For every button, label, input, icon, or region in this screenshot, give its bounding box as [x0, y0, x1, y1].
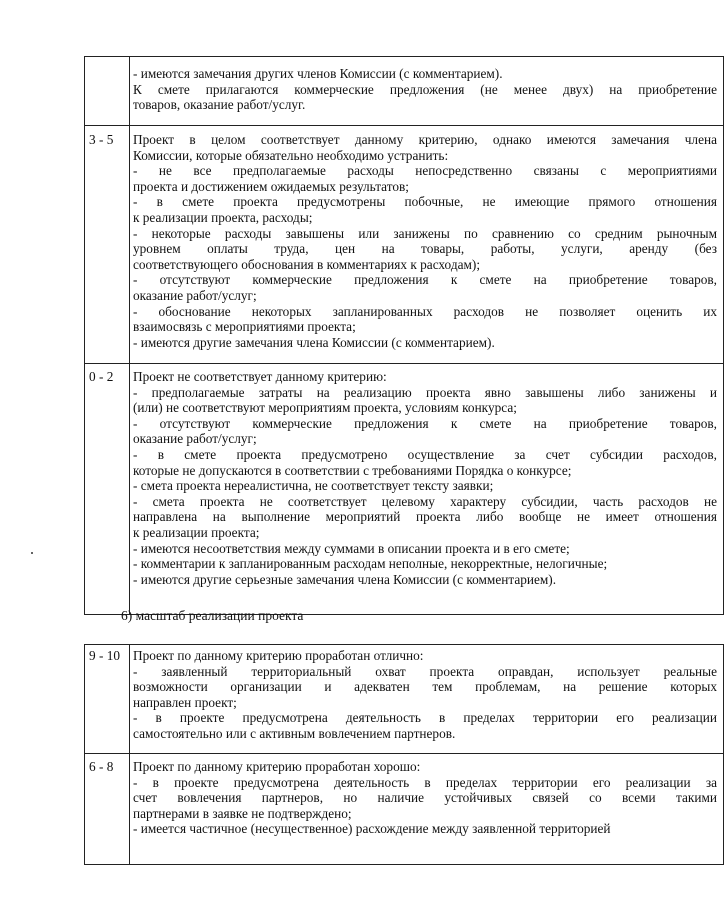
table-row [85, 364, 724, 615]
score-cell: 3 - 5 [85, 126, 130, 364]
text-line: - комментарии к запланированным расходам неполные, некорректные, нелогичные; [133, 556, 608, 572]
score-cell [85, 57, 130, 126]
text-line: К смете прилагаются коммерческие предложения (не менее двух) на приобретение [133, 81, 717, 97]
text-line: (или) не соответствуют мероприятиям проекта, условиям конкурса; [133, 400, 517, 416]
text-line: - отсутствуют коммерческие предложения к смете на приобретение товаров, [133, 272, 717, 288]
score-cell: 6 - 8 [85, 754, 130, 865]
criteria-table-scale [84, 644, 724, 865]
section-heading: 6) масштаб реализации проекта [121, 608, 304, 623]
text-line: - не все предполагаемые расходы непосредственно связаны с мероприятиями [133, 163, 717, 179]
criteria-table-budget [84, 56, 724, 615]
text-line: оказание работ/услуг; [133, 431, 257, 447]
table-row [85, 57, 724, 126]
text-line: - некоторые расходы завышены или занижены по сравнению со средним рыночным [133, 225, 717, 241]
text-line: самостоятельно или с активным вовлечением партнеров. [133, 725, 456, 741]
text-line: - смета проекта не соответствует целевому характеру субсидии, часть расходов не [133, 493, 717, 509]
text-line: - в проекте предусмотрена деятельность в пределах территории его реализации [133, 710, 717, 726]
description-cell [130, 754, 724, 865]
text-line: проекта и достижением ожидаемых результатов; [133, 178, 410, 194]
text-line: - в смете проекта предусмотрено осуществление за счет субсидии расходов, [133, 446, 717, 462]
table-row [85, 126, 724, 364]
scan-speck [31, 552, 33, 554]
text-line: уровнем оплаты труда, цен на товары, работы, услуги, аренду (без [133, 241, 717, 257]
text-line: - в смете проекта предусмотрены побочные, не имеющие прямого отношения [133, 194, 717, 210]
text-line: - имеются другие замечания члена Комиссии (с комментарием). [133, 334, 495, 350]
text-line: которые не допускаются в соответствии с требованиями Порядка о конкурсе; [133, 462, 572, 478]
description-cell [130, 364, 724, 615]
text-line: к реализации проекта; [133, 524, 260, 540]
text-line: - заявленный территориальный охват проекта оправдан, использует реальные [133, 663, 717, 679]
text-line: Проект в целом соответствует данному критерию, однако имеются замечания члена [133, 132, 717, 147]
score-cell: 9 - 10 [85, 645, 130, 754]
text-line: к реализации проекта, расходы; [133, 209, 313, 225]
text-line: Проект по данному критерию проработан отлично: [133, 648, 424, 663]
text-line: Проект по данному критерию проработан хорошо: [133, 759, 421, 774]
text-line: - имеются другие серьезные замечания члена Комиссии (с комментарием). [133, 571, 557, 587]
text-line: партнерами в заявке не подтверждено; [133, 805, 352, 821]
text-line: - отсутствуют коммерческие предложения к смете на приобретение товаров, [133, 415, 717, 431]
text-line: - предполагаемые затраты на реализацию проекта явно завышены либо занижены и [133, 384, 717, 400]
text-line: оказание работ/услуг; [133, 287, 257, 303]
score-cell: 0 - 2 [85, 364, 130, 615]
text-line: - смета проекта нереалистична, не соответствует тексту заявки; [133, 478, 494, 494]
text-line: возможности организации и адекватен тем проблемам, на решение которых [133, 679, 717, 695]
text-line: - имеются замечания других членов Комиссии (с комментарием). [133, 66, 503, 81]
description-cell [130, 57, 724, 126]
text-line: - имеются несоответствия между суммами в описании проекта и в его смете; [133, 540, 570, 556]
text-line: направлена на выполнение мероприятий проекта либо вообще не имеет отношения [133, 509, 717, 525]
text-line: счет вовлечения партнеров, но наличие устойчивых связей со всеми такими [133, 790, 717, 806]
text-line: Комиссии, которые обязательно необходимо устранить: [133, 147, 449, 163]
text-line: - в проекте предусмотрена деятельность в пределах территории его реализации за [133, 774, 717, 790]
text-line: товаров, оказание работ/услуг. [133, 97, 306, 113]
description-cell [130, 645, 724, 754]
text-line: Проект не соответствует данному критерию: [133, 369, 387, 384]
text-line: - обоснование некоторых запланированных расходов не позволяет оценить их [133, 303, 717, 319]
description-cell [130, 126, 724, 364]
text-line: взаимосвязь с мероприятиями проекта; [133, 319, 356, 335]
table-row [85, 645, 724, 754]
text-line: соответствующего обоснования в комментариях к расходам); [133, 256, 481, 272]
table-row [85, 754, 724, 865]
text-line: направлен проект; [133, 694, 237, 710]
text-line: - имеется частичное (несущественное) расхождение между заявленной территорией [133, 821, 611, 837]
